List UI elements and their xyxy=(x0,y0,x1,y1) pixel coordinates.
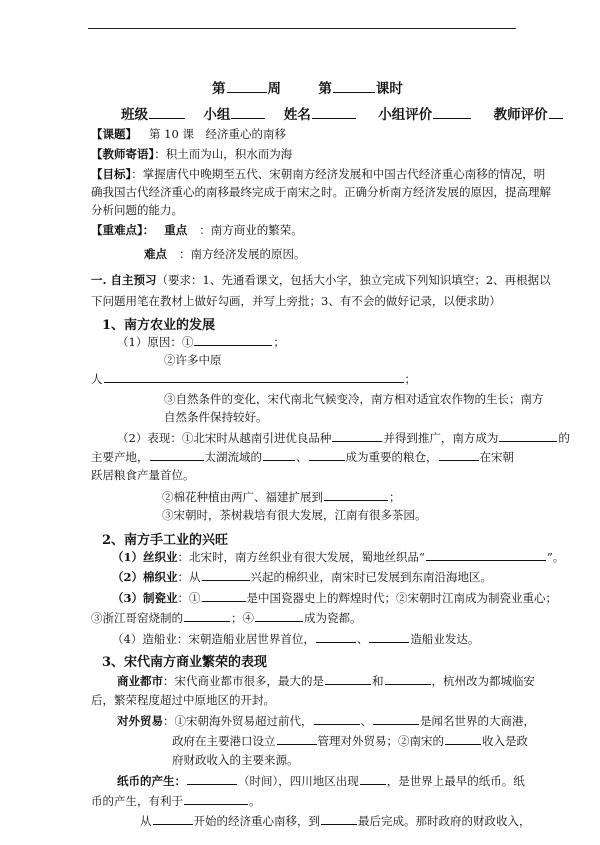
performance-2: ②棉花种植由两广、福建扩展到 ； xyxy=(162,490,401,504)
agri-heading: 1、南方农业的发展 xyxy=(102,318,216,333)
reason-2: ②许多中原 xyxy=(164,353,222,367)
foreign-trade-1: 对外贸易：①宋朝海外贸易超过前代， 、 是闻名世界的大商港， xyxy=(117,714,535,728)
topic-row: 【课题】 第 10 课 经济重心的南移 xyxy=(91,127,286,141)
goal-line-3: 分析问题的能力。 xyxy=(91,203,183,217)
top-rule xyxy=(88,28,516,29)
reason-1: （1）原因：① ； xyxy=(117,335,285,349)
class-line: 班级 小组 姓名 小组评价 教师评价 xyxy=(121,103,564,123)
porcelain-row-1: （3）制瓷业：① 是中国瓷器史上的辉煌时代；②宋朝时江南成为制瓷业重心； xyxy=(112,591,558,605)
foreign-trade-3: 府财政收入的主要来源。 xyxy=(172,753,299,767)
silk-row: （1）丝织业：北宋时，南方丝织业有很大发展，蜀地丝织品“ ”。 xyxy=(112,550,565,564)
city-row-2: 后，繁荣程度超过中原地区的开封。 xyxy=(91,693,275,707)
shipbuilding-row: （4）造船业：宋朝造船业居世界首位， 、 造船业发达。 xyxy=(112,632,480,646)
performance-1-cont: 主要产地， 太湖流域的 、 成为重要的粮仓， 在宋朝 xyxy=(91,450,514,464)
difficult-point-row: 难点 ：南方经济发展的原因。 xyxy=(144,247,306,261)
performance-3: ③宋朝时，茶树栽培有很大发展，江南有很多茶园。 xyxy=(162,508,427,522)
summary-row-1: 从 开始的经济重心南移，到 最后完成。那时政府的财政收入， xyxy=(140,814,531,828)
paper-money-1: 纸币的产生： （时间），四川地区出现 ，是世界上最早的纸币。纸 xyxy=(117,774,525,788)
reason-3-line1: ③自然条件的变化，宋代南北气候变冷，南方相对适宜农作物的生长；南方 xyxy=(164,392,544,406)
porcelain-row-2: ③浙江哥窑烧制的 ；④ 成为瓷都。 xyxy=(91,611,362,625)
teacher-message-row: 【教师寄语】：积土而为山，积水而为海 xyxy=(91,147,293,161)
handicraft-heading: 2、南方手工业的兴旺 xyxy=(102,533,229,548)
city-row-1: 商业都市：宋代商业都市很多，最大的是 和 ，杭州改为都城临安 xyxy=(117,674,535,688)
self-study-intro-2: 下问题用笔在教材上做好勾画，并写上旁批；3、有不会的做好记录，以便求助） xyxy=(91,294,501,308)
week-line: 第 周 第 课时 xyxy=(212,81,403,97)
foreign-trade-2: 政府在主要港口设立 管理对外贸易；②南宋的 收入是政 xyxy=(172,734,528,748)
reason-3-line2: 自然条件保持较好。 xyxy=(164,410,268,424)
goal-line-2: 确我国古代经济重心的南移最终完成于南宋之时。正确分析南方经济发展的原因，提高理解 xyxy=(91,185,551,199)
performance-1-end: 跃居粮食产量首位。 xyxy=(91,468,195,482)
commerce-heading: 3、宋代南方商业繁荣的表现 xyxy=(102,655,268,670)
reason-2-cont: 人 ； xyxy=(91,372,416,386)
goal-line-1: 【目标】：掌握唐代中晚期至五代、宋朝南方经济发展和中国古代经济重心南移的情况，明 xyxy=(91,167,546,181)
self-study-intro-1: 一. 自主预习（要求：1、先通看课文，包括大小字，独立完成下列知识填空；2、再根据以 xyxy=(91,273,551,287)
performance-1: （2）表现：①北宋时从越南引进优良品种 并得到推广，南方成为 的 xyxy=(117,431,570,445)
paper-money-2: 币的产生，有利于 。 xyxy=(91,794,261,808)
cotton-row: （2）棉织业：从 兴起的棉织业，南宋时已发展到东南沿海地区。 xyxy=(112,570,493,584)
key-point-row: 【重难点】： 重点 ：南方商业的繁荣。 xyxy=(91,223,303,237)
